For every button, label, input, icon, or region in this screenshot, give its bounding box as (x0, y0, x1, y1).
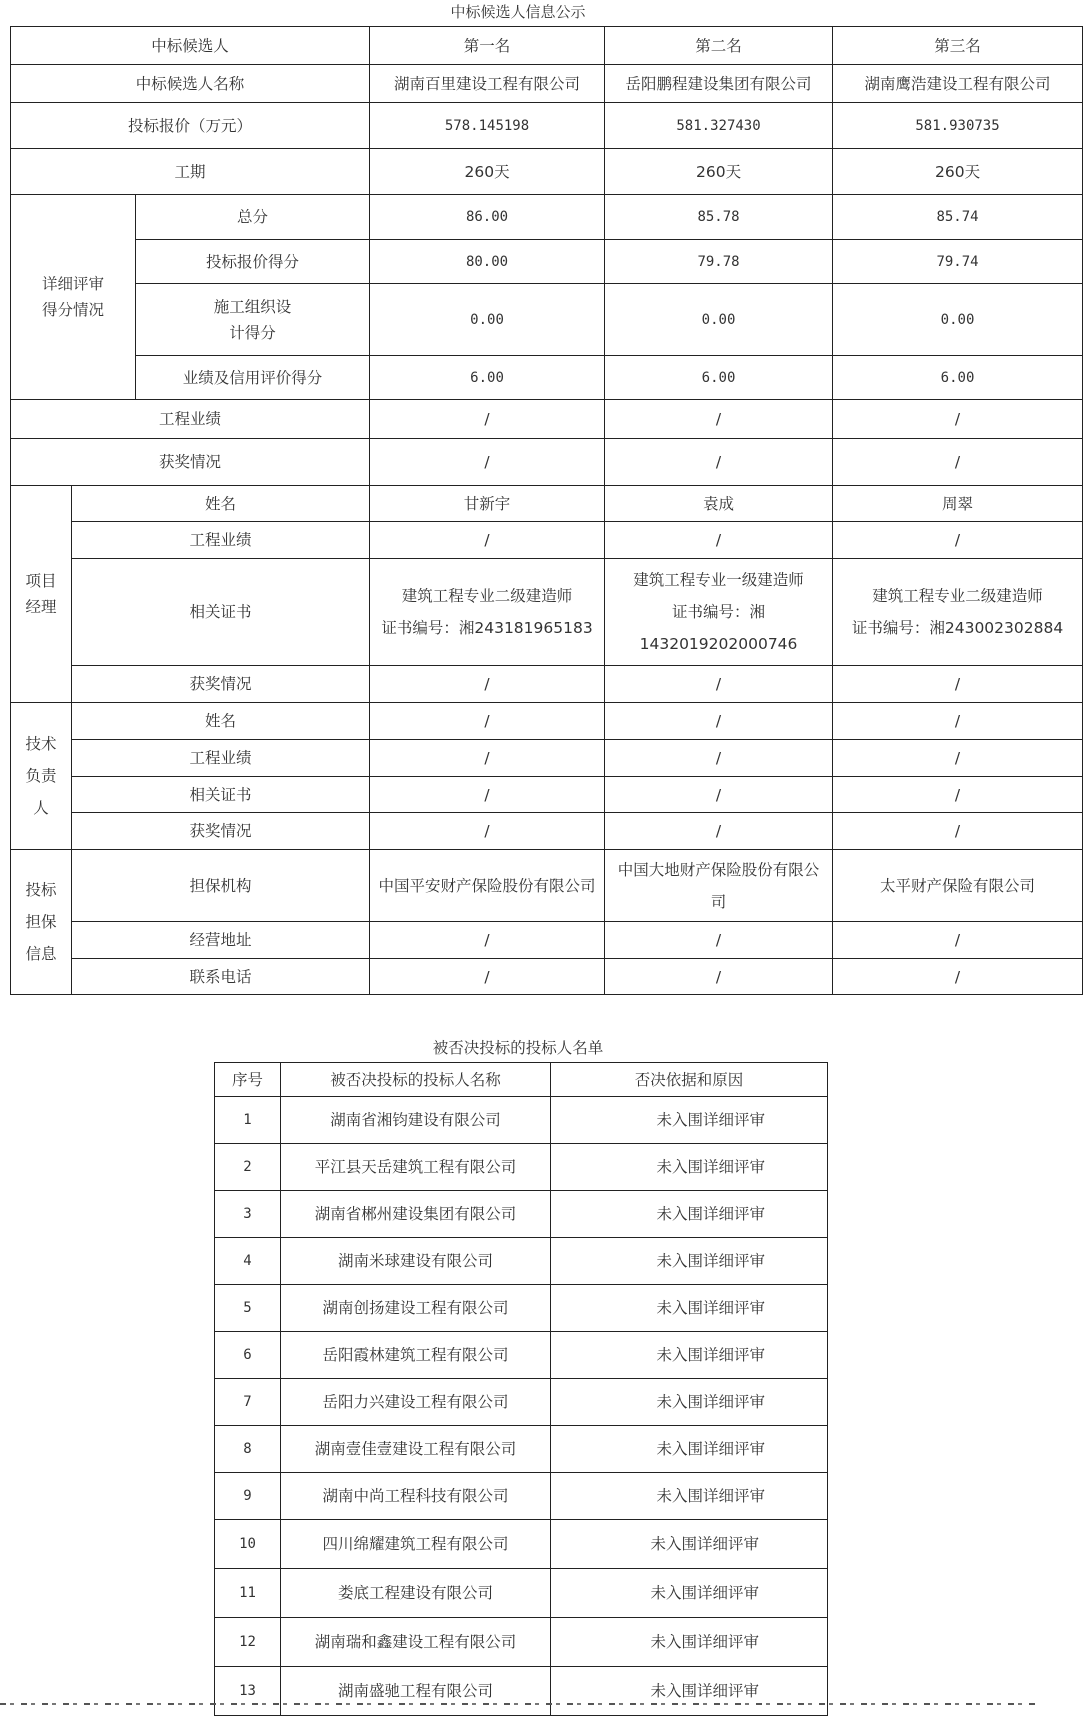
tech-group-label (11, 703, 72, 850)
row-label: 工程业绩 (11, 400, 370, 439)
table-row (11, 959, 1083, 995)
score-value: 0.00 (833, 284, 1083, 356)
bid-value: 581.930735 (833, 103, 1083, 149)
row-label: 工程业绩 (72, 522, 370, 559)
table-row (215, 1238, 828, 1285)
org-line: 中国大地财产保险股份有限公 (617, 860, 820, 879)
table-row (11, 740, 1083, 777)
row-number: 10 (215, 1520, 281, 1569)
row-number: 5 (215, 1285, 281, 1332)
cell-value: / (605, 813, 833, 850)
bidder-name: 湖南盛驰工程有限公司 (281, 1667, 551, 1716)
cell-value: / (370, 740, 605, 777)
cert-line: 证书编号：湘 (672, 603, 766, 621)
pm-group-label (11, 486, 72, 703)
period-value: 260天 (370, 149, 605, 195)
cell-value: / (605, 959, 833, 995)
row-label: 工程业绩 (72, 740, 370, 777)
guarantee-group-line: 信息 (25, 945, 57, 963)
guarantee-group-label (11, 850, 72, 995)
candidate-table-title: 中标候选人信息公示 (450, 3, 586, 21)
label-line: 施工组织设 (213, 297, 292, 316)
cert-line: 证书编号：湘243002302884 (851, 619, 1064, 637)
cell-value: / (605, 439, 833, 486)
pm-cert (370, 559, 605, 666)
header-rank-1: 第一名 (370, 27, 605, 65)
score-group-line: 详细评审 (41, 275, 104, 293)
row-label: 相关证书 (72, 777, 370, 813)
table-header-row (215, 1063, 828, 1097)
bid-value: 581.327430 (605, 103, 833, 149)
row-number: 1 (215, 1097, 281, 1144)
cell-value: / (605, 777, 833, 813)
table-row (11, 559, 1083, 666)
table-row (11, 195, 1083, 240)
cell-value: / (833, 922, 1083, 959)
reject-reason: 未入围详细评审 (551, 1379, 828, 1426)
table-row (11, 850, 1083, 922)
cell-value: / (370, 959, 605, 995)
reject-reason: 未入围详细评审 (551, 1618, 828, 1667)
candidate-name: 湖南鹰浩建设工程有限公司 (833, 65, 1083, 103)
cert-line: 建筑工程专业一级建造师 (633, 571, 804, 589)
table-row (215, 1520, 828, 1569)
pm-name: 甘新宇 (370, 486, 605, 522)
row-label: 获奖情况 (72, 813, 370, 850)
table-row (11, 703, 1083, 740)
clipped-text-edge (0, 1700, 1036, 1708)
table-row (11, 522, 1083, 559)
row-label: 联系电话 (72, 959, 370, 995)
table-row (11, 439, 1083, 486)
bidder-name: 湖南瑞和鑫建设工程有限公司 (281, 1618, 551, 1667)
rejected-table-title: 被否决投标的投标人名单 (432, 1039, 604, 1057)
row-number: 13 (215, 1667, 281, 1716)
table-row (215, 1618, 828, 1667)
reject-reason: 未入围详细评审 (551, 1332, 828, 1379)
column-header: 否决依据和原因 (551, 1063, 828, 1097)
pm-cert (833, 559, 1083, 666)
reject-reason: 未入围详细评审 (551, 1238, 828, 1285)
cell-value: / (833, 777, 1083, 813)
cell-value: / (833, 439, 1083, 486)
table-row (215, 1379, 828, 1426)
table-row (11, 103, 1083, 149)
score-value: 85.74 (833, 195, 1083, 240)
cell-value: / (605, 400, 833, 439)
reject-reason: 未入围详细评审 (551, 1667, 828, 1716)
bidder-name: 湖南壹佳壹建设工程有限公司 (281, 1426, 551, 1473)
reject-reason: 未入围详细评审 (551, 1191, 828, 1238)
bidder-name: 四川绵耀建筑工程有限公司 (281, 1520, 551, 1569)
rejected-bidders-table (214, 1062, 828, 1716)
score-value: 80.00 (370, 240, 605, 284)
cell-value: / (605, 666, 833, 703)
row-number: 7 (215, 1379, 281, 1426)
row-number: 11 (215, 1569, 281, 1618)
table-row (11, 27, 1083, 65)
table-row (11, 400, 1083, 439)
bid-value: 578.145198 (370, 103, 605, 149)
score-value: 0.00 (605, 284, 833, 356)
cert-line: 1432019202000746 (639, 635, 798, 653)
row-label: 投标报价（万元） (11, 103, 370, 149)
bidder-name: 平江县天岳建筑工程有限公司 (281, 1144, 551, 1191)
row-number: 6 (215, 1332, 281, 1379)
table-row (11, 922, 1083, 959)
table-row (11, 284, 1083, 356)
score-value: 79.74 (833, 240, 1083, 284)
table-row (11, 240, 1083, 284)
bidder-name: 湖南米球建设有限公司 (281, 1238, 551, 1285)
table-row (215, 1473, 828, 1520)
table-row (215, 1426, 828, 1473)
table-row (11, 65, 1083, 103)
bidder-name: 湖南中尚工程科技有限公司 (281, 1473, 551, 1520)
pm-name: 周翠 (833, 486, 1083, 522)
reject-reason: 未入围详细评审 (551, 1285, 828, 1332)
row-number: 4 (215, 1238, 281, 1285)
candidate-info-table (10, 26, 1083, 995)
cell-value: / (605, 922, 833, 959)
table-row (11, 486, 1083, 522)
cell-value: / (605, 740, 833, 777)
reject-reason: 未入围详细评审 (551, 1097, 828, 1144)
table-row (215, 1285, 828, 1332)
guarantee-org: 太平财产保险有限公司 (833, 850, 1083, 922)
table-row (215, 1191, 828, 1238)
reject-reason: 未入围详细评审 (551, 1426, 828, 1473)
header-rank-2: 第二名 (605, 27, 833, 65)
score-value: 6.00 (833, 356, 1083, 400)
cert-line: 证书编号：湘243181965183 (381, 619, 593, 637)
column-header: 序号 (215, 1063, 281, 1097)
score-value: 79.78 (605, 240, 833, 284)
table-row (11, 777, 1083, 813)
row-label: 相关证书 (72, 559, 370, 666)
cell-value: / (370, 400, 605, 439)
row-label: 投标报价得分 (136, 240, 370, 284)
row-number: 9 (215, 1473, 281, 1520)
cell-value: / (833, 813, 1083, 850)
cell-value: / (605, 522, 833, 559)
guarantee-org (605, 850, 833, 922)
label-line: 计得分 (229, 323, 276, 342)
cert-line: 建筑工程专业二级建造师 (872, 587, 1043, 605)
row-label: 中标候选人名称 (11, 65, 370, 103)
cell-value: / (370, 522, 605, 559)
guarantee-org: 中国平安财产保险股份有限公司 (370, 850, 605, 922)
table-row (215, 1332, 828, 1379)
row-number: 8 (215, 1426, 281, 1473)
pm-group-line: 项目 (25, 572, 57, 590)
row-label: 获奖情况 (72, 666, 370, 703)
score-value: 6.00 (605, 356, 833, 400)
tech-group-line: 技术 (25, 735, 57, 753)
row-number: 3 (215, 1191, 281, 1238)
cell-value: / (370, 922, 605, 959)
cell-value: / (370, 666, 605, 703)
cell-value: / (833, 522, 1083, 559)
cell-value: / (833, 740, 1083, 777)
cell-value: / (370, 439, 605, 486)
cert-line: 建筑工程专业二级建造师 (401, 587, 573, 605)
row-label: 担保机构 (72, 850, 370, 922)
bidder-name: 湖南省湘钧建设有限公司 (281, 1097, 551, 1144)
table-row (11, 813, 1083, 850)
tech-group-line: 人 (33, 799, 49, 817)
cell-value: / (370, 813, 605, 850)
row-label: 业绩及信用评价得分 (136, 356, 370, 400)
reject-reason: 未入围详细评审 (551, 1473, 828, 1520)
cell-value: / (833, 959, 1083, 995)
pm-group-line: 经理 (25, 598, 57, 616)
table-row (215, 1144, 828, 1191)
candidate-name: 岳阳鹏程建设集团有限公司 (605, 65, 833, 103)
score-group-label (11, 195, 136, 400)
bidder-name: 娄底工程建设有限公司 (281, 1569, 551, 1618)
bidder-name: 岳阳力兴建设工程有限公司 (281, 1379, 551, 1426)
row-label: 获奖情况 (11, 439, 370, 486)
score-group-line: 得分情况 (41, 301, 104, 319)
pm-name: 袁成 (605, 486, 833, 522)
table-row (215, 1097, 828, 1144)
row-number: 2 (215, 1144, 281, 1191)
header-rank-3: 第三名 (833, 27, 1083, 65)
reject-reason: 未入围详细评审 (551, 1569, 828, 1618)
table-row (215, 1569, 828, 1618)
bidder-name: 岳阳霞林建筑工程有限公司 (281, 1332, 551, 1379)
bidder-name: 湖南创扬建设工程有限公司 (281, 1285, 551, 1332)
tech-group-line: 负责 (25, 767, 57, 785)
table-row (215, 1667, 828, 1716)
row-label: 工期 (11, 149, 370, 195)
reject-reason: 未入围详细评审 (551, 1144, 828, 1191)
bidder-name: 湖南省郴州建设集团有限公司 (281, 1191, 551, 1238)
score-value: 85.78 (605, 195, 833, 240)
period-value: 260天 (605, 149, 833, 195)
column-header: 被否决投标的投标人名称 (281, 1063, 551, 1097)
score-value: 0.00 (370, 284, 605, 356)
candidate-name: 湖南百里建设工程有限公司 (370, 65, 605, 103)
cell-value: / (605, 703, 833, 740)
period-value: 260天 (833, 149, 1083, 195)
row-label: 姓名 (72, 486, 370, 522)
score-value: 6.00 (370, 356, 605, 400)
header-label: 中标候选人 (11, 27, 370, 65)
row-number: 12 (215, 1618, 281, 1667)
row-label: 姓名 (72, 703, 370, 740)
table-row (11, 666, 1083, 703)
reject-reason: 未入围详细评审 (551, 1520, 828, 1569)
cell-value: / (370, 777, 605, 813)
table-row (11, 356, 1083, 400)
row-label: 总分 (136, 195, 370, 240)
cell-value: / (833, 666, 1083, 703)
pm-cert (605, 559, 833, 666)
org-line: 司 (710, 892, 727, 911)
row-label (136, 284, 370, 356)
guarantee-group-line: 担保 (25, 913, 57, 931)
cell-value: / (833, 400, 1083, 439)
guarantee-group-line: 投标 (25, 881, 57, 899)
row-label: 经营地址 (72, 922, 370, 959)
cell-value: / (833, 703, 1083, 740)
score-value: 86.00 (370, 195, 605, 240)
table-row (11, 149, 1083, 195)
cell-value: / (370, 703, 605, 740)
